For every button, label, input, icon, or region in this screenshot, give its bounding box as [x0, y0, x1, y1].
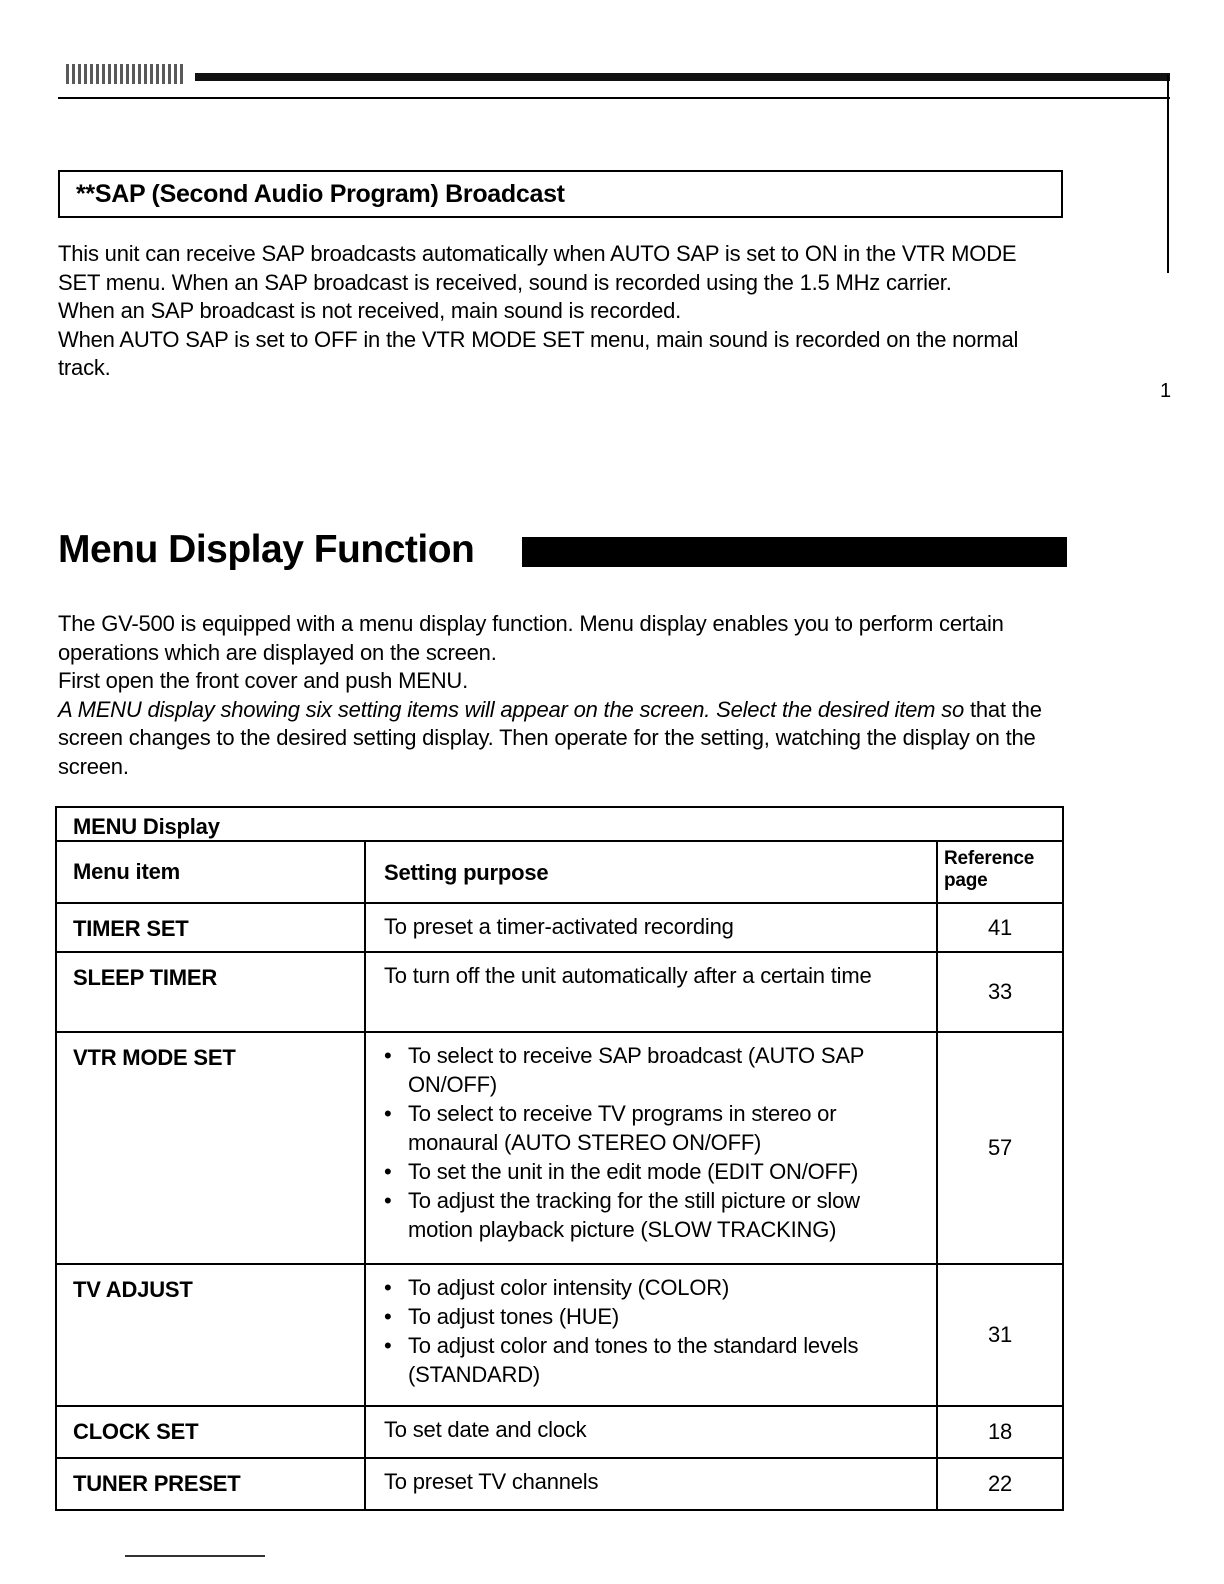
row-purpose-list	[365, 1264, 937, 1406]
row-page: 33	[937, 952, 1063, 1032]
list-item: • To set the unit in the edit mode (EDIT ON/OFF)	[384, 1157, 926, 1186]
menu-display-table	[55, 806, 1064, 1511]
intro-paragraph: First open the front cover and push MENU.	[58, 668, 468, 693]
row-page: 31	[937, 1264, 1063, 1406]
menu-section-heading	[58, 522, 474, 578]
margin-rule	[1167, 75, 1169, 273]
intro-paragraph: The GV-500 is equipped with a menu display function. Menu display enables you to perform certain operations which are displayed on the screen.	[58, 611, 1004, 665]
row-item: VTR MODE SET	[56, 1032, 365, 1264]
footer-rule	[125, 1555, 265, 1557]
row-item: SLEEP TIMER	[56, 952, 365, 1032]
header-reference-page	[937, 841, 1063, 903]
header-rule	[58, 97, 1170, 99]
table-row	[56, 1032, 1063, 1264]
sap-paragraph: When an SAP broadcast is not received, main sound is recorded.	[58, 298, 682, 323]
row-purpose: To set date and clock	[365, 1406, 937, 1458]
sap-paragraph: This unit can receive SAP broadcasts automatically when AUTO SAP is set to ON in the VTR MODE SET menu. When an SAP broadcast is received, sound is recorded using the 1.5 MHz carrier.	[58, 241, 1017, 295]
sap-paragraph: When AUTO SAP is set to OFF in the VTR MODE SET menu, main sound is recorded on the normal track.	[58, 326, 1019, 380]
row-purpose-list	[365, 1032, 937, 1264]
menu-section-intro	[58, 610, 1063, 781]
intro-italic-text: A MENU display showing six setting items will appear on the screen. Select the desired item so	[58, 696, 965, 722]
sap-section-body	[58, 240, 1058, 383]
header-smudge	[66, 64, 186, 84]
list-item: • To adjust color and tones to the standard levels (STANDARD)	[384, 1331, 926, 1389]
row-item: TV ADJUST	[56, 1264, 365, 1406]
list-item: • To adjust color intensity (COLOR)	[384, 1273, 926, 1302]
sap-section-title: **SAP (Second Audio Program) Broadcast	[76, 179, 565, 208]
margin-mark: 1	[1160, 380, 1172, 402]
list-item: • To adjust tones (HUE)	[384, 1302, 926, 1331]
row-item: TIMER SET	[56, 903, 365, 952]
table-row	[56, 1406, 1063, 1458]
row-item: TUNER PRESET	[56, 1458, 365, 1510]
table-row	[56, 903, 1063, 952]
row-purpose: To turn off the unit automatically after a certain time	[365, 952, 937, 1032]
intro-paragraph-3	[58, 696, 1063, 782]
table-caption-row	[56, 807, 1063, 841]
list-item: • To select to receive SAP broadcast (AUTO SAP ON/OFF)	[384, 1041, 926, 1099]
table-row	[56, 952, 1063, 1032]
header-reference-line1: Reference	[944, 848, 1035, 869]
list-item: • To select to receive TV programs in stereo or monaural (AUTO STEREO ON/OFF)	[384, 1099, 926, 1157]
row-page: 22	[937, 1458, 1063, 1510]
title-bar	[522, 537, 1067, 567]
header-reference-line2: page	[944, 870, 988, 891]
intro-tail-text: that the screen changes to the desired setting display. Then operate for the setting, watching the display on the screen.	[58, 696, 1042, 779]
header-setting-purpose: Setting purpose	[365, 841, 937, 903]
row-page: 41	[937, 903, 1063, 952]
menu-section-title: Menu Display Function	[58, 528, 475, 571]
table-caption: MENU Display	[56, 807, 1063, 841]
row-page: 57	[937, 1032, 1063, 1264]
header-bar	[195, 73, 1170, 81]
row-page: 18	[937, 1406, 1063, 1458]
row-item: CLOCK SET	[56, 1406, 365, 1458]
table-header-row	[56, 841, 1063, 903]
table-row	[56, 1458, 1063, 1510]
header-menu-item: Menu item	[56, 841, 365, 903]
sap-section-heading	[58, 170, 1063, 218]
table-row	[56, 1264, 1063, 1406]
list-item: • To adjust the tracking for the still picture or slow motion playback picture (SLOW TRACKING)	[384, 1186, 926, 1244]
row-purpose: To preset TV channels	[365, 1458, 937, 1510]
row-purpose: To preset a timer-activated recording	[365, 903, 937, 952]
